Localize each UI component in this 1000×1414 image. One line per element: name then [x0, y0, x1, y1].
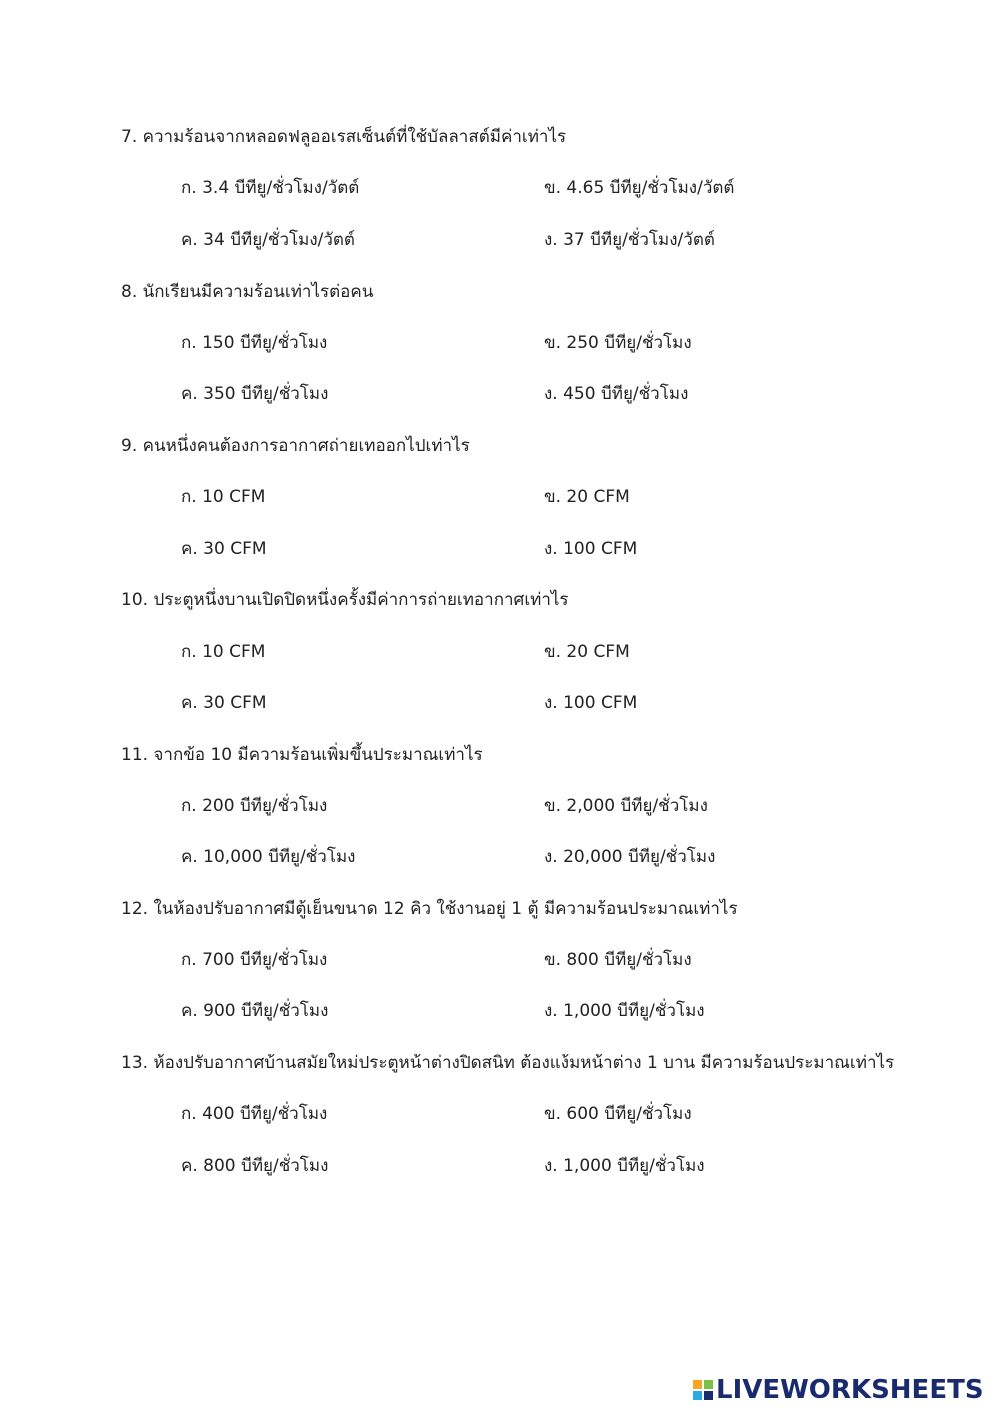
question-9-option-b: ข. 20 CFM	[544, 487, 630, 507]
question-11-option-c: ค. 10,000 บีทียู/ชั่วโมง	[181, 847, 356, 867]
question-12-option-d: ง. 1,000 บีทียู/ชั่วโมง	[544, 1001, 705, 1021]
question-8-option-d: ง. 450 บีทียู/ชั่วโมง	[544, 384, 689, 404]
question-11-option-d: ง. 20,000 บีทียู/ชั่วโมง	[544, 847, 716, 867]
liveworksheets-logo-icon	[693, 1380, 713, 1400]
question-7-option-a: ก. 3.4 บีทียู/ชั่วโมง/วัตต์	[181, 178, 360, 198]
question-13-option-c: ค. 800 บีทียู/ชั่วโมง	[181, 1156, 329, 1176]
question-13-option-a: ก. 400 บีทียู/ชั่วโมง	[181, 1104, 328, 1124]
question-13-option-b: ข. 600 บีทียู/ชั่วโมง	[544, 1104, 692, 1124]
question-9-option-d: ง. 100 CFM	[544, 539, 638, 559]
question-10: 10. ประตูหนึ่งบานเปิดปิดหนึ่งครั้งมีค่าการถ่ายเทอากาศเท่าไร	[121, 590, 569, 610]
question-8-option-a: ก. 150 บีทียู/ชั่วโมง	[181, 333, 328, 353]
question-10-option-d: ง. 100 CFM	[544, 693, 638, 713]
question-11: 11. จากข้อ 10 มีความร้อนเพิ่มขึ้นประมาณเท่าไร	[121, 745, 483, 765]
question-7: 7. ความร้อนจากหลอดฟลูออเรสเซ็นต์ที่ใช้บัลลาสต์มีค่าเท่าไร	[121, 127, 567, 147]
question-11-option-b: ข. 2,000 บีทียู/ชั่วโมง	[544, 796, 708, 816]
question-8: 8. นักเรียนมีความร้อนเท่าไรต่อคน	[121, 282, 374, 302]
question-11-option-a: ก. 200 บีทียู/ชั่วโมง	[181, 796, 328, 816]
question-8-option-c: ค. 350 บีทียู/ชั่วโมง	[181, 384, 329, 404]
question-7-option-c: ค. 34 บีทียู/ชั่วโมง/วัตต์	[181, 230, 355, 250]
question-8-option-b: ข. 250 บีทียู/ชั่วโมง	[544, 333, 692, 353]
question-10-option-b: ข. 20 CFM	[544, 642, 630, 662]
question-9: 9. คนหนึ่งคนต้องการอากาศถ่ายเทออกไปเท่าไร	[121, 436, 470, 456]
question-7-option-d: ง. 37 บีทียู/ชั่วโมง/วัตต์	[544, 230, 715, 250]
question-10-option-a: ก. 10 CFM	[181, 642, 266, 662]
question-7-option-b: ข. 4.65 บีทียู/ชั่วโมง/วัตต์	[544, 178, 735, 198]
question-13: 13. ห้องปรับอากาศบ้านสมัยใหม่ประตูหน้าต่างปิดสนิท ต้องแง้มหน้าต่าง 1 บาน มีความร้อนประมาณเท่าไร	[121, 1053, 895, 1073]
question-12-option-b: ข. 800 บีทียู/ชั่วโมง	[544, 950, 692, 970]
question-12-option-c: ค. 900 บีทียู/ชั่วโมง	[181, 1001, 329, 1021]
question-12-option-a: ก. 700 บีทียู/ชั่วโมง	[181, 950, 328, 970]
question-12: 12. ในห้องปรับอากาศมีตู้เย็นขนาด 12 คิว ใช้งานอยู่ 1 ตู้ มีความร้อนประมาณเท่าไร	[121, 899, 738, 919]
question-9-option-c: ค. 30 CFM	[181, 539, 267, 559]
question-9-option-a: ก. 10 CFM	[181, 487, 266, 507]
question-13-option-d: ง. 1,000 บีทียู/ชั่วโมง	[544, 1156, 705, 1176]
liveworksheets-brand[interactable]	[693, 1376, 984, 1404]
question-10-option-c: ค. 30 CFM	[181, 693, 267, 713]
brand-wordmark: LIVEWORKSHEETS	[716, 1375, 984, 1405]
